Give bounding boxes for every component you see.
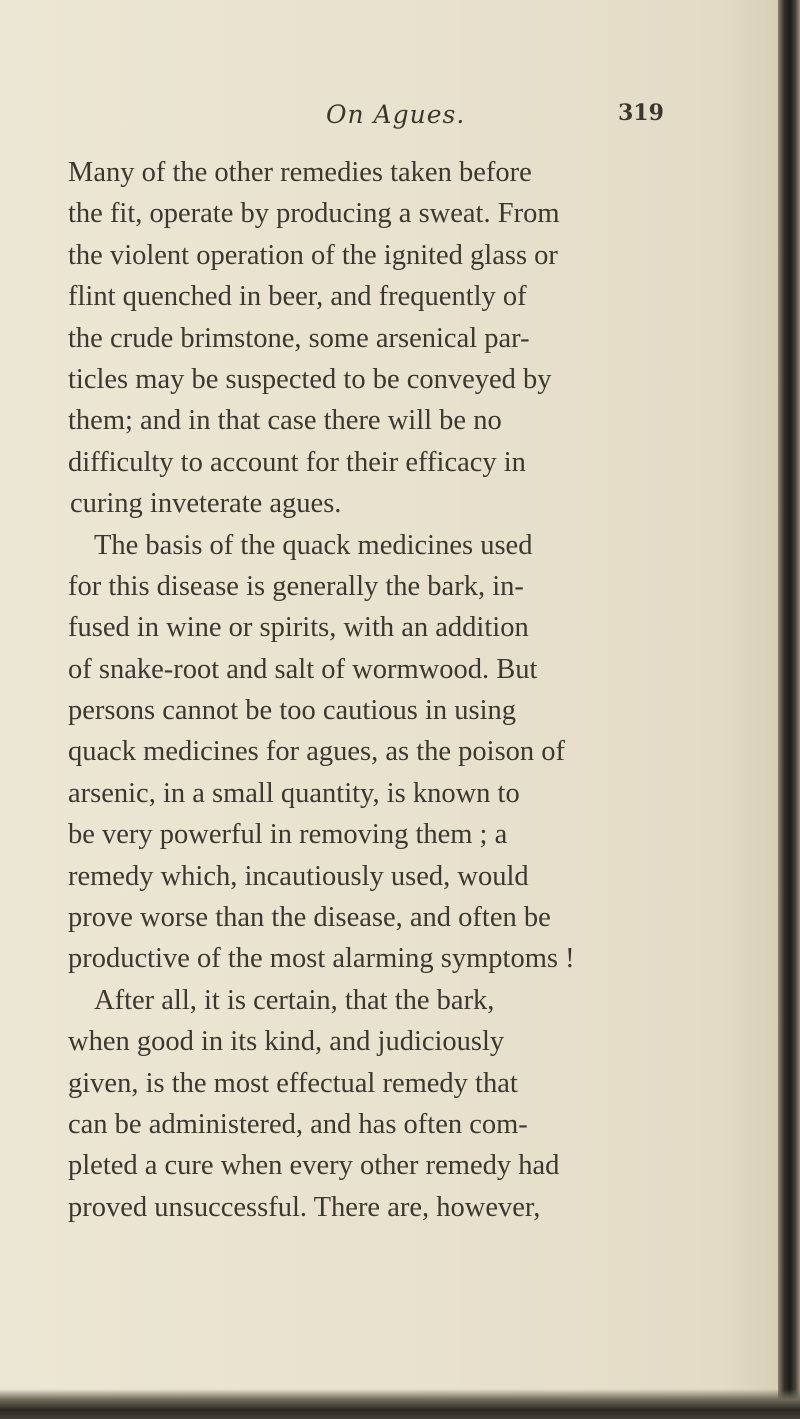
- text-line: prove worse than the disease, and often be: [68, 902, 551, 934]
- book-gutter-shadow: [778, 0, 800, 1419]
- text-line: be very powerful in removing them ; a: [68, 819, 508, 851]
- text-line: After all, it is certain, that the bark,: [94, 984, 495, 1016]
- text-line: The basis of the quack medicines used: [94, 529, 533, 561]
- text-line: given, is the most effectual remedy that: [68, 1067, 518, 1099]
- page-header: [60, 100, 750, 140]
- text-line: curing inveterate agues.: [70, 488, 342, 520]
- text-line: proved unsuccessful. There are, however,: [68, 1191, 541, 1223]
- body-text: [60, 152, 760, 1228]
- text-line: pleted a cure when every other remedy had: [68, 1150, 560, 1182]
- text-line: difficulty to account for their efficacy in: [68, 446, 526, 478]
- text-line: can be administered, and has often com-: [68, 1108, 528, 1140]
- text-line: them; and in that case there will be no: [68, 405, 502, 437]
- page-bottom-edge: [0, 1389, 800, 1419]
- text-line: fused in wine or spirits, with an addition: [68, 612, 529, 644]
- text-line: the fit, operate by producing a sweat. From: [68, 198, 560, 230]
- text-line: when good in its kind, and judiciously: [68, 1026, 505, 1058]
- text-line: for this disease is generally the bark, in-: [68, 570, 524, 602]
- text-line: ticles may be suspected to be conveyed by: [68, 363, 552, 395]
- running-title: On Agues.: [326, 100, 466, 129]
- text-line: productive of the most alarming symptoms !: [68, 943, 575, 975]
- text-line: of snake-root and salt of wormwood. But: [68, 653, 538, 685]
- text-line: the crude brimstone, some arsenical par-: [68, 322, 530, 354]
- page-number: 319: [618, 100, 664, 126]
- text-line: remedy which, incautiously used, would: [68, 860, 529, 892]
- text-line: the violent operation of the ignited glass or: [68, 239, 558, 271]
- text-line: flint quenched in beer, and frequently of: [68, 281, 527, 313]
- text-line: Many of the other remedies taken before: [68, 157, 532, 188]
- text-line: arsenic, in a small quantity, is known to: [68, 777, 520, 809]
- text-line: persons cannot be too cautious in using: [68, 695, 517, 727]
- text-line: quack medicines for agues, as the poison of: [68, 736, 566, 768]
